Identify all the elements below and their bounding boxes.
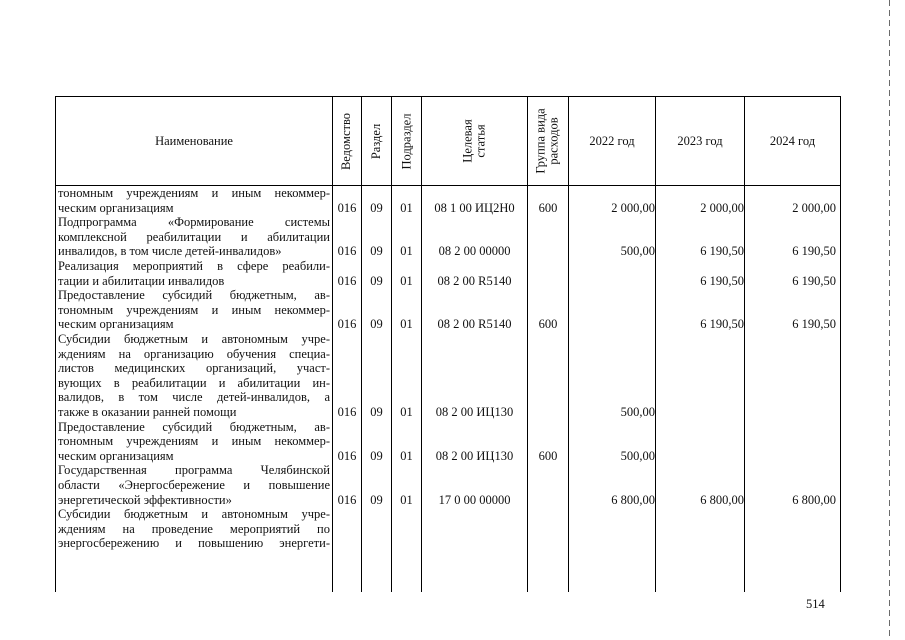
header-year-2024-label: 2024 год (769, 133, 816, 148)
header-subsection (392, 97, 421, 185)
amount-2024-cell: 6 190,50 (792, 244, 836, 259)
header-target-article-line2: статья (473, 124, 488, 158)
department-cell: 016 (337, 404, 357, 419)
budget-table (55, 96, 841, 592)
department-cell: 016 (337, 317, 357, 332)
amount-2023-cell: 2 000,00 (700, 200, 744, 215)
table-row (56, 215, 840, 259)
subsection-cell: 01 (400, 404, 413, 419)
header-section (362, 97, 391, 185)
amount-2023-cell: 6 800,00 (700, 492, 744, 507)
department-cell: 016 (337, 244, 357, 259)
amount-2022-cell: 500,00 (620, 244, 655, 259)
header-year-2022-label: 2022 год (589, 133, 635, 148)
row-name-line: области «Энергосбережение и повышение (58, 477, 330, 492)
target-article-cell: 08 2 00 00000 (438, 244, 511, 259)
table-row (56, 507, 840, 551)
subsection-cell: 01 (400, 492, 413, 507)
header-section-label: Раздел (369, 123, 384, 159)
row-name-line: вующих в реабилитации и абилитации ин- (58, 375, 330, 390)
row-name-line: Реализация мероприятий в сфере реабили- (58, 258, 330, 273)
amount-2023-cell: 6 190,50 (700, 244, 744, 259)
header-name (56, 97, 332, 185)
row-name-line: листов медицинских организаций, участ- (58, 361, 330, 376)
row-name-line: тономным учреждениям и иным некоммер- (58, 434, 330, 449)
target-article-cell: 17 0 00 00000 (438, 492, 511, 507)
table-body (56, 186, 840, 551)
expense-group-cell: 600 (538, 317, 558, 332)
amount-2023-cell: 6 190,50 (700, 273, 744, 288)
section-cell: 09 (370, 448, 383, 463)
row-name (58, 259, 330, 288)
section-cell: 09 (370, 404, 383, 419)
amount-2024-cell: 6 190,50 (792, 273, 836, 288)
amount-2022-cell: 2 000,00 (611, 200, 655, 215)
row-name-line: валидов, в том числе детей-инвалидов, а (58, 390, 330, 405)
header-year-2022 (569, 97, 655, 185)
amount-2022-cell: 6 800,00 (611, 492, 655, 507)
header-subsection-label: Подраздел (399, 113, 413, 169)
section-cell: 09 (370, 200, 383, 215)
row-name-line: Государственная программа Челябинской (58, 463, 330, 478)
table-row (56, 186, 840, 215)
expense-group-cell: 600 (538, 448, 558, 463)
header-name-label: Наименование (155, 133, 233, 148)
amount-2024-cell: 6 800,00 (792, 492, 836, 507)
header-year-2024 (745, 97, 840, 185)
amount-2022-cell: 500,00 (620, 448, 655, 463)
row-name-line: инвалидов, в том числе детей-инвалидов» (58, 244, 282, 259)
header-year-2023 (656, 97, 744, 185)
amount-2022-cell: 500,00 (620, 404, 655, 419)
header-year-2023-label: 2023 год (677, 133, 723, 148)
row-name-line: ждениям на организацию обучения специа- (58, 346, 330, 361)
target-article-cell: 08 2 00 ИЦ130 (435, 404, 514, 419)
row-name-line: тации и абилитации инвалидов (58, 273, 225, 288)
table-row (56, 420, 840, 464)
row-name-line: ческим организациям (58, 200, 174, 215)
header-expense-group (528, 97, 568, 185)
row-name (58, 420, 330, 464)
row-name-line: энергосбережению и повышению энергети- (58, 536, 330, 551)
row-name-line: тономным учреждениям и иным некоммер- (58, 186, 330, 200)
header-expense-group-line2: расходов (547, 117, 562, 165)
row-name-line: ческим организациям (58, 448, 174, 463)
row-name (58, 186, 330, 215)
row-name-line: комплексной реабилитации и абилитации (58, 229, 330, 244)
amount-2024-cell: 2 000,00 (792, 200, 836, 215)
target-article-cell: 08 2 00 R5140 (437, 273, 512, 288)
section-cell: 09 (370, 244, 383, 259)
expense-group-cell: 600 (538, 200, 558, 215)
row-name (58, 215, 330, 259)
amount-2023-cell: 6 190,50 (700, 317, 744, 332)
row-name (58, 463, 330, 507)
header-expense-group-label (535, 108, 561, 173)
header-department (333, 97, 361, 185)
row-name (58, 332, 330, 420)
section-cell: 09 (370, 273, 383, 288)
row-name-line: также в оказании ранней помощи (58, 404, 237, 419)
header-target-article-line1: Целевая (460, 119, 475, 163)
target-article-cell: 08 2 00 R5140 (437, 317, 512, 332)
table-row (56, 288, 840, 332)
row-name-line: Субсидии бюджетным и автономным учре- (58, 331, 330, 346)
subsection-cell: 01 (400, 200, 413, 215)
row-name-line: ждениям на проведение мероприятий по (58, 521, 330, 536)
subsection-cell: 01 (400, 317, 413, 332)
subsection-cell: 01 (400, 448, 413, 463)
department-cell: 016 (337, 273, 357, 288)
row-name (58, 288, 330, 332)
row-name-line: Подпрограмма «Формирование системы (58, 215, 330, 230)
header-target-article (422, 97, 527, 185)
row-name-line: тономным учреждениям и иным некоммер- (58, 302, 330, 317)
row-name-line: энергетической эффективности» (58, 492, 232, 507)
header-department-label: Ведомство (339, 112, 354, 170)
table-row (56, 332, 840, 420)
target-article-cell: 08 1 00 ИЦ2Н0 (434, 200, 515, 215)
department-cell: 016 (337, 492, 357, 507)
row-name-line: ческим организациям (58, 317, 174, 332)
row-name-line: Предоставление субсидий бюджетным, ав- (58, 288, 330, 303)
department-cell: 016 (337, 200, 357, 215)
subsection-cell: 01 (400, 273, 413, 288)
header-target-article-label (462, 119, 488, 162)
row-name-line: Предоставление субсидий бюджетным, ав- (58, 419, 330, 434)
row-name (58, 507, 330, 551)
page-edge-line (889, 0, 890, 640)
row-name-line: Субсидии бюджетным и автономным учре- (58, 507, 330, 522)
header-expense-group-line1: Группа вида (534, 108, 549, 174)
page-number: 514 (806, 597, 825, 611)
amount-2024-cell: 6 190,50 (792, 317, 836, 332)
target-article-cell: 08 2 00 ИЦ130 (435, 448, 514, 463)
subsection-cell: 01 (400, 244, 413, 259)
table-row (56, 463, 840, 507)
section-cell: 09 (370, 492, 383, 507)
section-cell: 09 (370, 317, 383, 332)
department-cell: 016 (337, 448, 357, 463)
table-row (56, 259, 840, 288)
